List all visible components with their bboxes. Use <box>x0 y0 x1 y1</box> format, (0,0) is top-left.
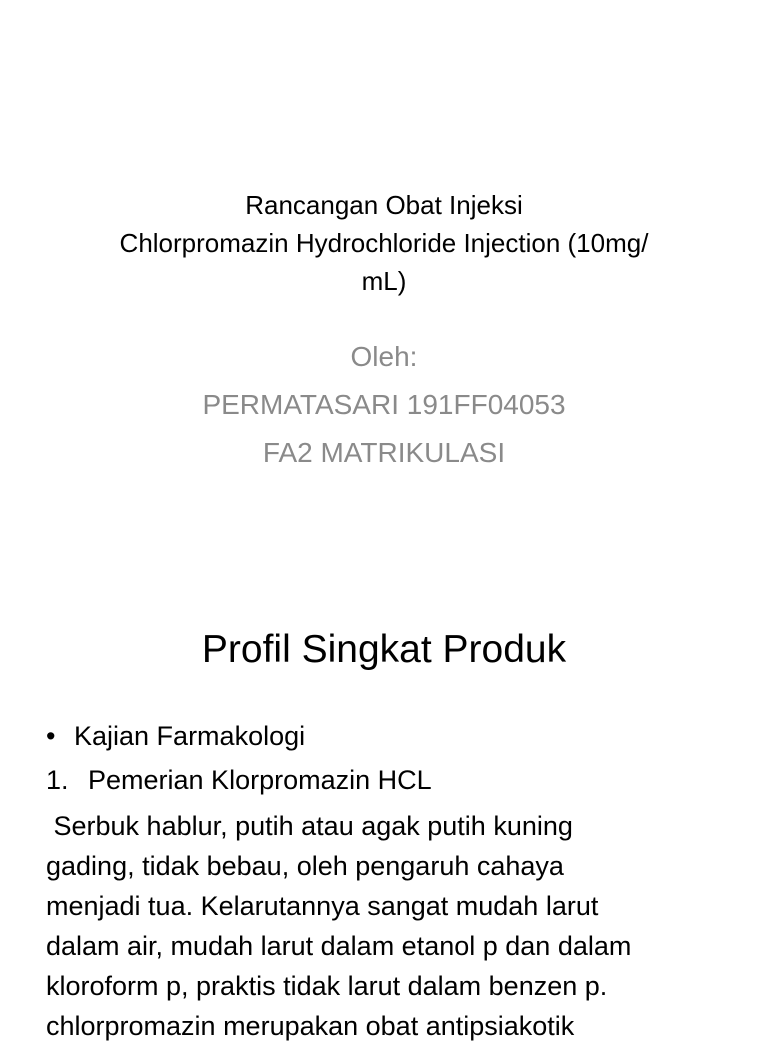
paragraph-line-5: kloroform p, praktis tidak larut dalam benzen p. <box>46 971 608 1001</box>
bullet-marker: • <box>46 721 56 751</box>
numbered-text: Pemerian Klorpromazin HCL <box>88 765 432 795</box>
title-line-1: Rancangan Obat Injeksi <box>245 190 523 220</box>
bullet-item <box>46 716 746 760</box>
description-paragraph <box>46 806 746 1046</box>
slide-2-heading: Profil Singkat Produk <box>201 628 567 671</box>
subtitle-line-1: Oleh: <box>350 341 418 372</box>
slide-2-body <box>46 716 746 1046</box>
title-line-2: Chlorpromazin Hydrochloride Injection (10mg/ <box>119 228 649 258</box>
paragraph-line-2: gading, tidak bebau, oleh pengaruh cahaya <box>46 851 564 881</box>
slide-1-title <box>40 186 728 300</box>
slide-1-subtitle <box>40 333 728 477</box>
numbered-item <box>46 760 746 806</box>
paragraph-line-1: Serbuk hablur, putih atau agak putih kuning <box>46 811 573 841</box>
paragraph-line-4: dalam air, mudah larut dalam etanol p dan dalam <box>46 931 632 961</box>
paragraph-line-3: menjadi tua. Kelarutannya sangat mudah larut <box>46 891 599 921</box>
paragraph-line-6: chlorpromazin merupakan obat antipsiakotik <box>46 1011 575 1041</box>
subtitle-line-2: PERMATASARI 191FF04053 <box>202 389 566 420</box>
title-line-3: mL) <box>361 266 407 296</box>
numbered-marker: 1. <box>46 765 69 795</box>
bullet-text: Kajian Farmakologi <box>74 721 306 751</box>
subtitle-line-3: FA2 MATRIKULASI <box>262 437 506 468</box>
